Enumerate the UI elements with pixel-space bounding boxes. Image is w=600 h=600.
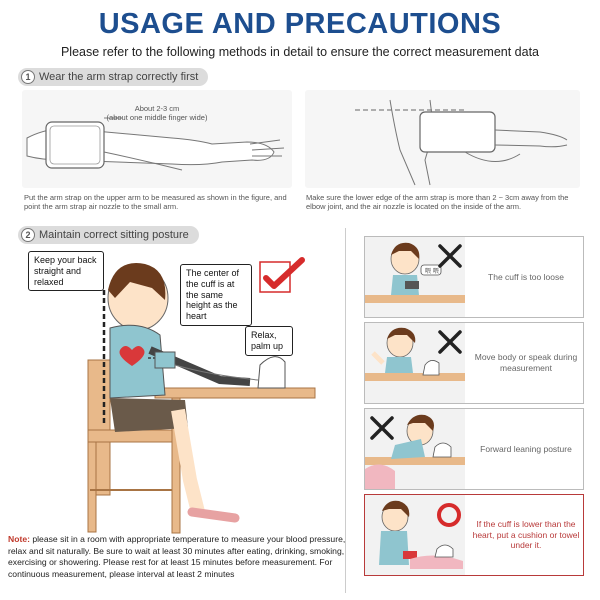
step-2-label: Maintain correct sitting posture (39, 229, 189, 241)
note-text (8, 534, 348, 580)
card-text: Move body or speak during measurement (474, 352, 578, 373)
step-1-header (18, 68, 208, 86)
measure-line-2: (about one middle finger wide) (106, 113, 208, 122)
vertical-divider (345, 228, 346, 593)
x-mark-icon (437, 329, 463, 355)
page-subtitle: Please refer to the following methods in detail to ensure the correct measurement data (60, 45, 540, 59)
bubble-keep-back-straight: Keep your back straight and relaxed (28, 251, 104, 291)
arm-strap-illustration-left (22, 90, 292, 188)
elbow-cuff-icon (305, 90, 580, 188)
card-text: If the cuff is lower than the heart, put a cushion or towel under it. (472, 519, 580, 551)
x-mark-icon (437, 243, 463, 269)
caption-left: Put the arm strap on the upper arm to be measured as shown in the figure, and point the arm strap air nozzle to the small arm. (24, 193, 287, 212)
card-move-or-speak (364, 322, 584, 404)
measure-line-1: About 2-3 cm (134, 104, 180, 113)
circle-ok-icon (435, 501, 463, 529)
speech-text: 喂 喂 (425, 268, 439, 275)
bubble-cuff-heart-height: The center of the cuff is at the same height as the heart (180, 264, 252, 326)
card-forward-leaning (364, 408, 584, 490)
page-title: USAGE AND PRECAUTIONS (98, 8, 502, 40)
step-1-number: 1 (21, 70, 35, 84)
note-label: Note: (8, 534, 30, 544)
x-mark-icon (369, 415, 395, 441)
card-cushion-under-cuff (364, 494, 584, 576)
check-icon (258, 256, 306, 296)
caption-right: Make sure the lower edge of the arm strap is more than 2 ~ 3cm away from the elbow joint, and the air nozzle is located on the inside of the arm. (306, 193, 569, 212)
bubble-relax-palm: Relax, palm up (245, 326, 293, 356)
step-1-label: Wear the arm strap correctly first (39, 71, 199, 83)
step-2-header (18, 226, 199, 244)
card-text: The cuff is too loose (488, 271, 564, 282)
note-body: please sit in a room with appropriate temperature to measure your blood pressure, relax and sit naturally. Be sure to wait at least 30 minutes after eating, drinking, smoking, exercising or showering. Please rest for at least 15 minutes before measurement. For continuous measurement, please interval at least 2 minutes (8, 534, 346, 579)
arm-strap-illustration-right (305, 90, 580, 188)
step-2-number: 2 (21, 228, 35, 242)
card-text: Forward leaning posture (480, 443, 572, 454)
card-cuff-too-loose (364, 236, 584, 318)
